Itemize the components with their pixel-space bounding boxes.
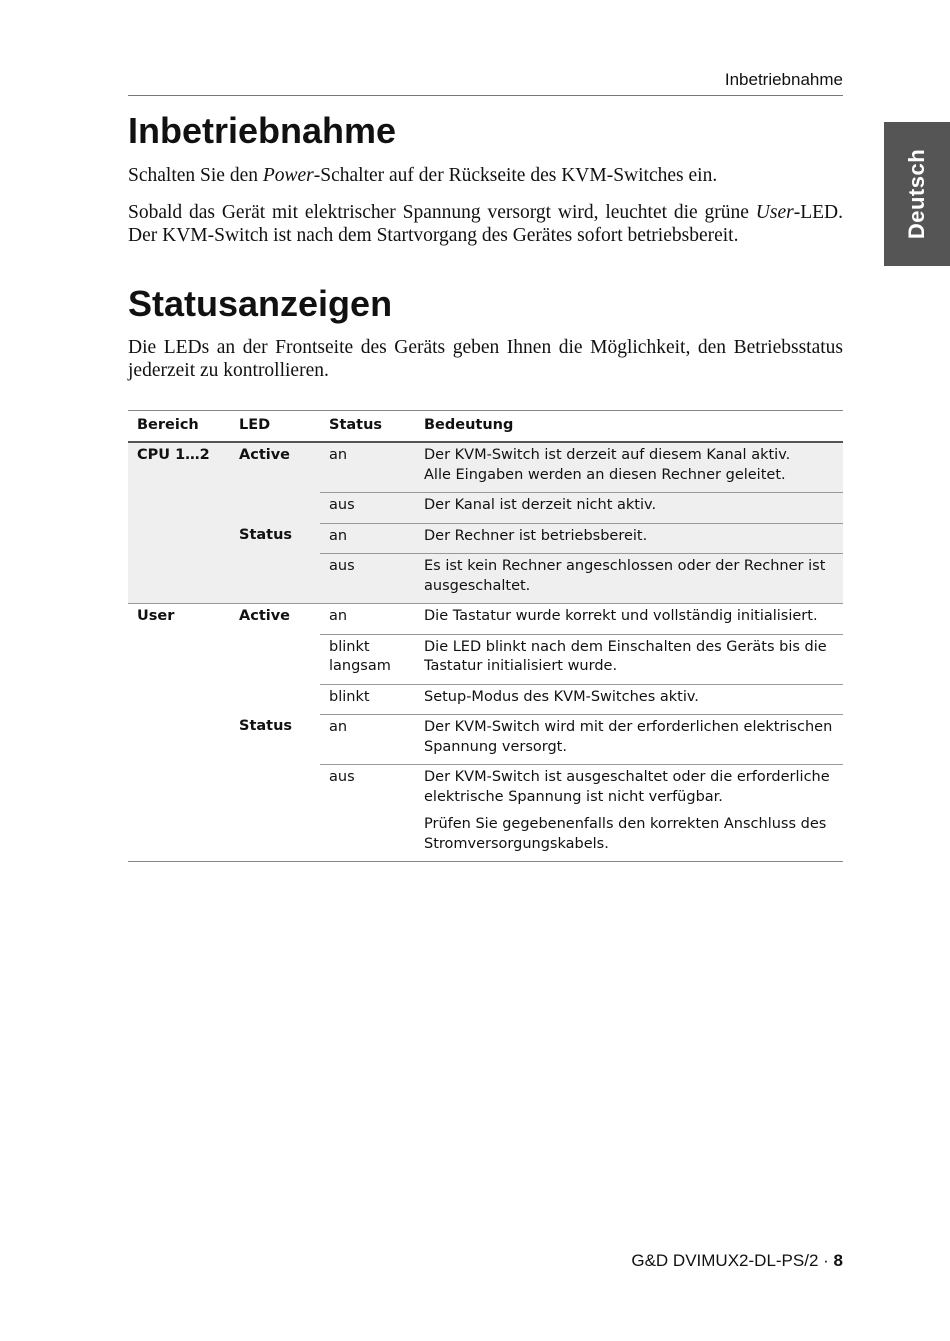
paragraph-leds: Die LEDs an der Frontseite des Geräts geben Ihnen die Möglichkeit, den Betriebsstatus jederzeit zu kontrollieren. <box>128 337 843 381</box>
table-row <box>320 764 843 861</box>
paragraph-user-before: Sobald das Gerät mit elektrischer Spannung versorgt wird, leuchtet die grüne <box>128 202 756 223</box>
led-cell: Active <box>239 447 291 463</box>
paragraph-user-italic: User <box>755 202 794 223</box>
status-cell: an <box>329 447 348 463</box>
status-table <box>128 410 843 862</box>
meaning-cell <box>416 607 843 627</box>
status-cell: aus <box>329 497 355 513</box>
footer-product: G&D DVIMUX2-DL-PS/2 <box>631 1251 819 1270</box>
led-cell: Active <box>239 608 291 624</box>
table-row <box>320 523 843 554</box>
meaning-cell <box>416 446 843 485</box>
led-block <box>230 443 843 523</box>
status-cell: blinkt langsam <box>329 638 391 674</box>
table-body <box>128 443 843 861</box>
paragraph-user-after: -LED. Der KVM-Switch ist nach dem Startvorgang des Gerätes sofort betriebsbereit. <box>128 202 843 246</box>
meaning-cell <box>416 557 843 596</box>
led-cell: Status <box>239 718 293 734</box>
table-group <box>128 603 843 861</box>
header-rule <box>128 95 843 96</box>
language-tab-label: Deutsch <box>904 148 929 240</box>
table-row <box>320 634 843 684</box>
column-header-status: Status <box>329 417 383 434</box>
meaning-cell <box>416 527 843 547</box>
table-row <box>320 443 843 492</box>
section-title-statusanzeigen: Statusanzeigen <box>128 283 393 324</box>
running-header: Inbetriebnahme <box>724 70 843 89</box>
meaning-text: Setup-Modus des KVM-Switches aktiv. <box>424 688 699 705</box>
meaning-cell <box>416 688 843 708</box>
led-cell: Status <box>239 526 293 543</box>
meaning-cell <box>416 638 843 677</box>
meaning-note: Prüfen Sie gegebenenfalls den korrekten Anschluss des Stromversorgungskabels. <box>424 816 827 852</box>
paragraph-power-after: -Schalter auf der Rückseite des KVM-Switches ein. <box>313 165 718 186</box>
led-block <box>230 714 843 861</box>
meaning-cell <box>416 496 843 516</box>
table-row <box>320 684 843 715</box>
status-cell: an <box>329 719 348 735</box>
meaning-text: Der KVM-Switch ist ausgeschaltet oder die erforderliche elektrische Spannung ist nicht verfügbar. <box>424 769 830 805</box>
status-cell: an <box>329 608 348 624</box>
status-cell: blinkt <box>329 688 370 705</box>
area-cell: CPU 1…2 <box>137 447 210 463</box>
led-block <box>230 523 843 604</box>
meaning-text: Der Rechner ist betriebsbereit. <box>424 527 648 544</box>
meaning-text: Es ist kein Rechner angeschlossen oder der Rechner ist ausgeschaltet. <box>424 558 826 594</box>
meaning-text: Der KVM-Switch wird mit der erforderlichen elektrischen Spannung versorgt. <box>424 719 833 755</box>
table-row <box>320 553 843 603</box>
meaning-text: Die Tastatur wurde korrekt und vollständig initialisiert. <box>424 608 818 624</box>
status-cell: an <box>329 527 348 544</box>
paragraph-user-led <box>128 201 843 247</box>
status-cell: aus <box>329 558 355 574</box>
section-title-inbetriebnahme: Inbetriebnahme <box>128 110 397 151</box>
table-group <box>128 443 843 603</box>
meaning-cell <box>416 718 843 757</box>
footer-separator: · <box>818 1251 834 1270</box>
meaning-text: Der Kanal ist derzeit nicht aktiv. <box>424 497 657 513</box>
meaning-text: Der KVM-Switch ist derzeit auf diesem Kanal aktiv. Alle Eingaben werden an diesen Rechner geleitet. <box>424 447 791 483</box>
led-block <box>230 604 843 714</box>
table-row <box>320 604 843 634</box>
column-header-bedeutung: Bedeutung <box>424 417 514 434</box>
language-tab <box>884 122 950 266</box>
table-row <box>320 714 843 764</box>
table-row <box>320 492 843 523</box>
column-header-led: LED <box>239 417 271 434</box>
paragraph-power-italic: Power <box>262 165 314 186</box>
area-cell: User <box>137 608 175 624</box>
page-number: 8 <box>833 1251 843 1270</box>
column-header-bereich: Bereich <box>137 417 199 434</box>
meaning-cell <box>416 768 843 854</box>
meaning-text: Die LED blinkt nach dem Einschalten des Geräts bis die Tastatur initialisiert wurde. <box>424 638 827 674</box>
paragraph-power-before: Schalten Sie den <box>128 165 263 186</box>
paragraph-power-switch <box>128 164 843 187</box>
status-cell: aus <box>329 769 355 785</box>
table-header-row <box>128 411 843 443</box>
page-footer <box>128 1251 843 1271</box>
